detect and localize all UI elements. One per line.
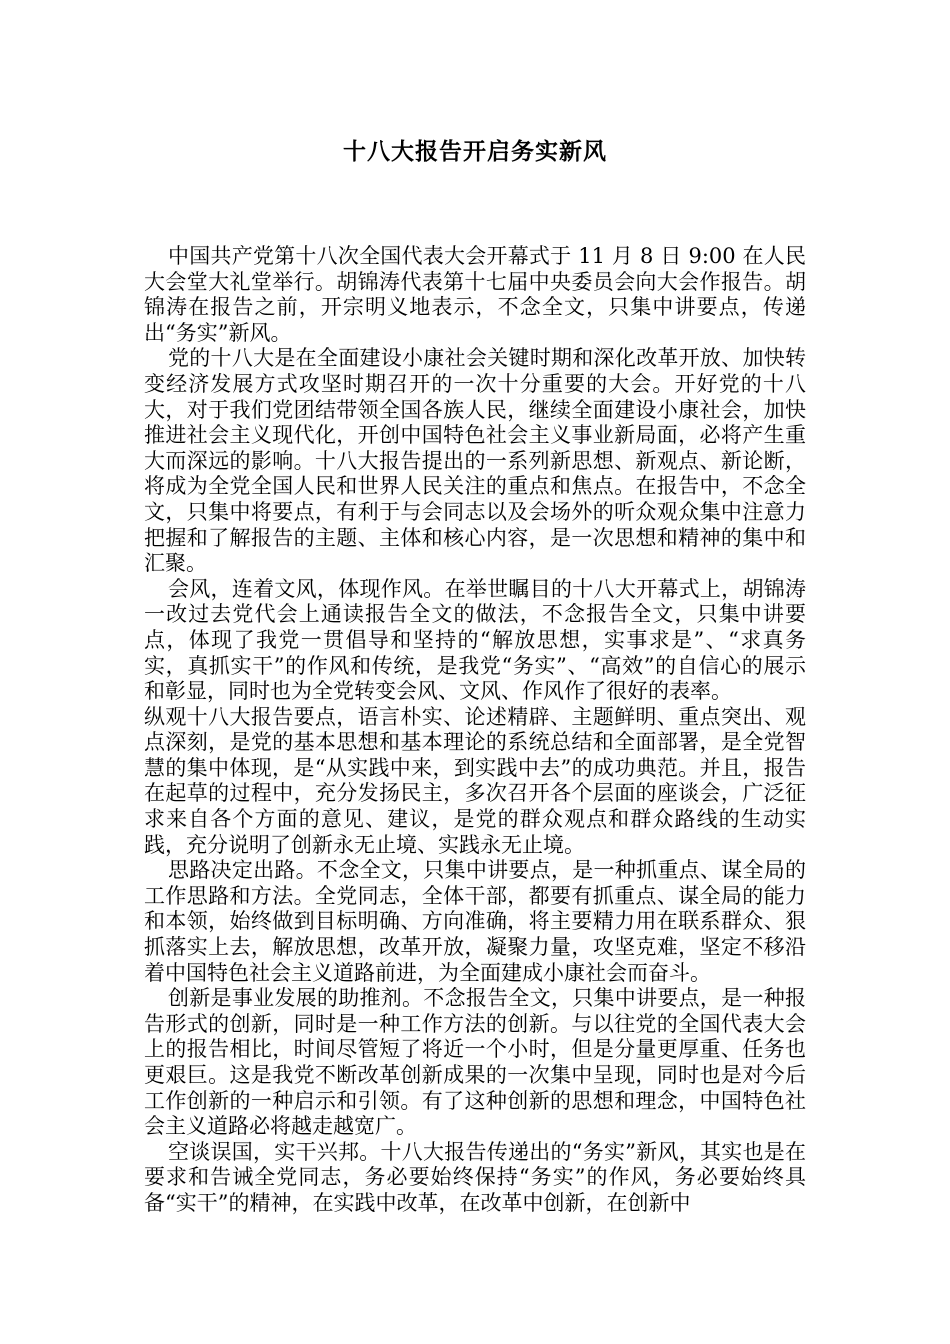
document-title: 十八大报告开启务实新风	[343, 139, 607, 165]
paragraph-2: 党的十八大是在全面建设小康社会关键时期和深化改革开放、加快转变经济发展方式攻坚时期召开的一次十分重要的大会。开好党的十八大，对于我们党团结带领全国各族人民，继续全面建设小康社会，加快推进社会主义现代化，开创中国特色社会主义事业新局面，必将产生重大而深远的影响。十八大报告提出的一系列新思想、新观点、新论断，将成为全党全国人民和世界人民关注的重点和焦点。在报告中，不念全文，只集中将要点，有利于与会同志以及会场外的听众观众集中注意力把握和了解报告的主题、主体和核心内容，是一次思想和精神的集中和汇聚。	[144, 346, 806, 576]
paragraph-1: 中国共产党第十八次全国代表大会开幕式于 11 月 8 日 9:00 在人民大会堂大礼堂举行。胡锦涛代表第十七届中央委员会向大会作报告。胡锦涛在报告之前，开宗明义地表示，不念全文，只集中讲要点，传递出“务实”新风。	[144, 244, 806, 345]
document-body	[144, 244, 806, 1217]
paragraph-6: 创新是事业发展的助推剂。不念报告全文，只集中讲要点，是一种报告形式的创新，同时是一种工作方法的创新。与以往党的全国代表大会上的报告相比，时间尽管短了将近一个小时，但是分量更厚重、任务也更艰巨。这是我党不断改革创新成果的一次集中呈现，同时也是对今后工作创新的一种启示和引领。有了这种创新的思想和理念，中国特色社会主义道路必将越走越宽广。	[144, 986, 806, 1139]
paragraph-7: 空谈误国，实干兴邦。十八大报告传递出的“务实”新风，其实也是在要求和告诫全党同志，务必要始终保持“务实”的作风，务必要始终具备“实干”的精神，在实践中改革，在改革中创新，在创新中	[144, 1139, 806, 1215]
paragraph-4: 纵观十八大报告要点，语言朴实、论述精辟、主题鲜明、重点突出、观点深刻，是党的基本思想和基本理论的系统总结和全面部署，是全党智慧的集中体现，是“从实践中来，到实践中去”的成功典范。并且，报告在起草的过程中，充分发扬民主，多次召开各个层面的座谈会，广泛征求来自各个方面的意见、建议，是党的群众观点和群众路线的生动实践，充分说明了创新永无止境、实践永无止境。	[144, 704, 806, 857]
paragraph-5: 思路决定出路。不念全文，只集中讲要点，是一种抓重点、谋全局的工作思路和方法。全党同志，全体干部，都要有抓重点、谋全局的能力和本领，始终做到目标明确、方向准确，将主要精力用在联系群众、狠抓落实上去，解放思想，改革开放，凝聚力量，攻坚克难，坚定不移沿着中国特色社会主义道路前进，为全面建成小康社会而奋斗。	[144, 858, 806, 985]
paragraph-3: 会风，连着文风，体现作风。在举世瞩目的十八大开幕式上，胡锦涛一改过去党代会上通读报告全文的做法，不念报告全文，只集中讲要点，体现了我党一贯倡导和坚持的“解放思想，实事求是”、“求真务实，真抓实干”的作风和传统，是我党“务实”、“高效”的自信心的展示和彰显，同时也为全党转变会风、文风、作风作了很好的表率。	[144, 576, 806, 704]
